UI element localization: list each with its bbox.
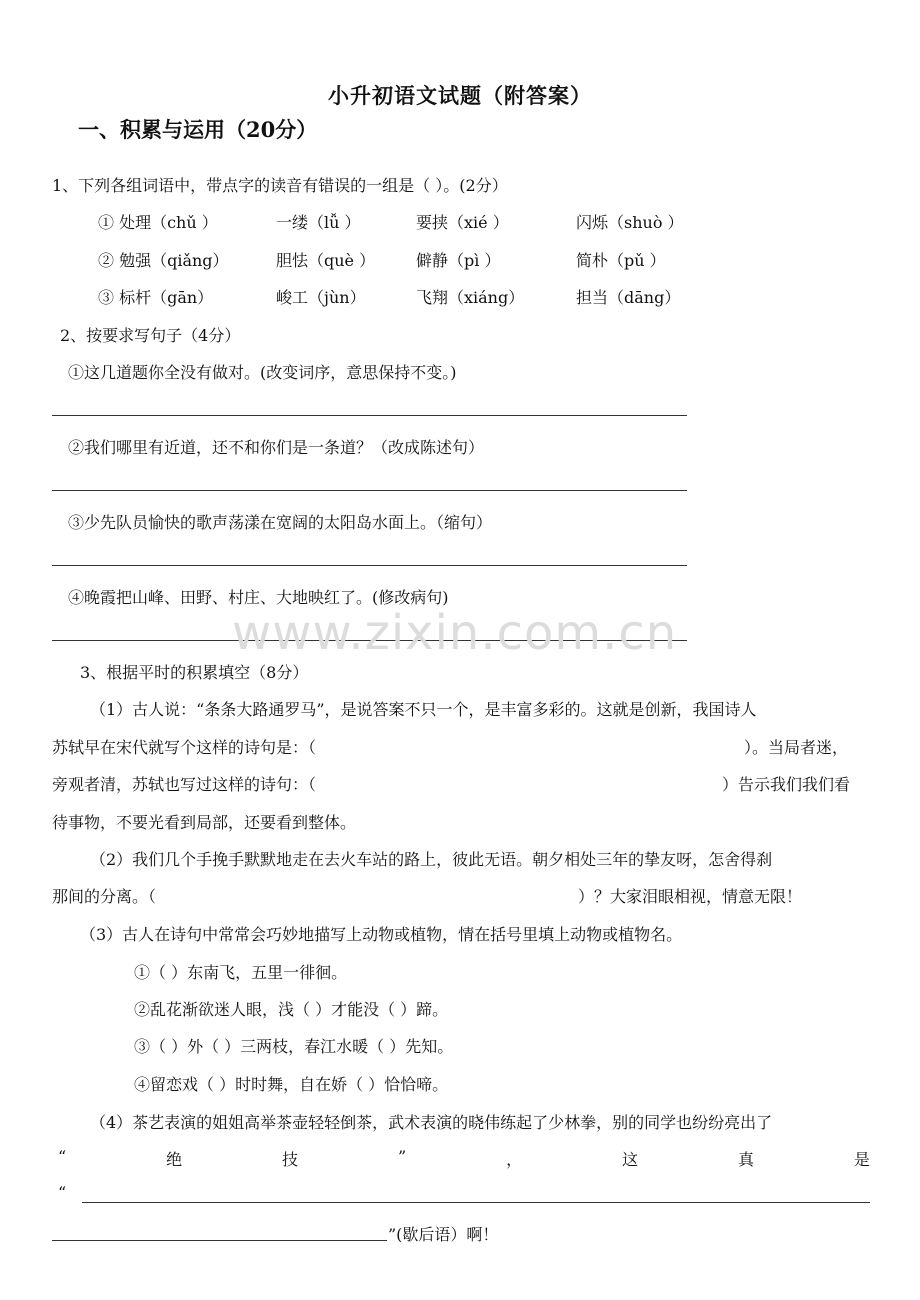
option-3-2: 峻工（jùn） <box>276 288 366 307</box>
answer-line-5[interactable] <box>82 1202 870 1203</box>
watermark: www.zixin.com.cn <box>232 605 678 661</box>
question-1-stem: 1、下列各组词语中，带点字的读音有错误的一组是（ ）。(2分） <box>52 176 508 195</box>
q3-p2-line2-start: 那间的分离。（ <box>52 887 157 906</box>
option-1-4: 闪烁（shuò ） <box>576 213 684 232</box>
q3-p1-line1: （1）古人说：“条条大路通罗马”，是说答案不只一个，是丰富多彩的。这就是创新，我国诗人 <box>90 700 757 719</box>
page-title: 小升初语文试题（附答案） <box>328 83 592 108</box>
option-1-2: 一缕（lǚ ） <box>276 213 361 232</box>
option-2-2: 胆怯（què ） <box>276 251 376 270</box>
answer-line-6[interactable] <box>52 1240 387 1241</box>
option-3-3: 飞翔（xiáng） <box>416 288 525 307</box>
q2-item-2: ②我们哪里有近道，还不和你们是一条道？（改成陈述句） <box>68 438 485 457</box>
q2-item-1: ①这几道题你全没有做对。(改变词序，意思保持不变。) <box>68 363 457 382</box>
q3-p3-item-3: ③（ ）外（ ）三两枝，春江水暖（ ）先知。 <box>134 1037 454 1056</box>
option-1-3: 要挟（xié ） <box>416 213 509 232</box>
option-3-1: ③ 标杆（gān） <box>98 288 214 307</box>
q3-p4-char: ， <box>506 1150 523 1169</box>
q3-p4-char: 真 <box>737 1150 754 1169</box>
option-1-1: ① 处理（chǔ ） <box>98 213 218 232</box>
q3-p1-line3-end: ）告示我们我们看 <box>722 775 851 794</box>
question-3-stem: 3、根据平时的积累填空（8分） <box>80 663 309 682</box>
question-2-stem: 2、按要求写句子（4分） <box>60 326 241 345</box>
option-2-1: ② 勉强（qiǎng） <box>98 251 229 270</box>
option-3-4: 担当（dāng） <box>576 288 681 307</box>
q3-p4-char: “ <box>58 1147 67 1166</box>
q3-p4-char: 技 <box>282 1150 299 1169</box>
q3-p4-char: 是 <box>853 1150 870 1169</box>
q3-p4-char: 这 <box>622 1150 639 1169</box>
q3-p4-char: ” <box>397 1147 407 1166</box>
q3-p1-line3-start: 旁观者清，苏轼也写过这样的诗句：（ <box>52 775 317 794</box>
q3-p3-item-4: ④留恋戏（ ）时时舞，自在娇（ ）恰恰啼。 <box>134 1075 449 1094</box>
q3-p4-line2 <box>58 1147 870 1170</box>
q2-item-3: ③少先队员愉快的歌声荡漾在宽阔的太阳岛水面上。（缩句） <box>68 513 493 532</box>
q3-p2-line2-end: ）？大家泪眼相视，情意无限！ <box>578 887 803 906</box>
option-2-4: 简朴（pǔ ） <box>576 251 666 270</box>
q3-p2-line1: （2）我们几个手挽手默默地走在去火车站的路上，彼此无语。朝夕相处三年的挚友呀，怎舍得刹 <box>90 850 773 869</box>
q3-p3-item-2: ②乱花渐欲迷人眼，浅（ ）才能没（ ）蹄。 <box>134 1000 449 1019</box>
q3-p1-line4: 待事物，不要光看到局部，还要看到整体。 <box>52 813 357 832</box>
q3-p3-item-1: ①（ ）东南飞，五里一徘徊。 <box>134 963 348 982</box>
q3-p4-line1: （4）茶艺表演的姐姐高举茶壶轻轻倒茶，武术表演的晓伟练起了少林拳，别的同学也纷纷亮出了 <box>90 1113 773 1132</box>
answer-line-2[interactable] <box>52 490 687 491</box>
section-heading: 一、积累与运用（20分） <box>78 117 318 142</box>
q3-p4-line3-quote: “ <box>58 1183 67 1202</box>
answer-line-1[interactable] <box>52 415 687 416</box>
q3-p4-char: 绝 <box>166 1150 183 1169</box>
answer-line-3[interactable] <box>52 565 687 566</box>
q3-p1-line2-end: ）。当局者迷， <box>744 738 849 757</box>
q3-p1-line2-start: 苏轼早在宋代就写个这样的诗句是：（ <box>52 738 317 757</box>
q3-p3-stem: （3）古人在诗句中常常会巧妙地描写上动物或植物，情在括号里填上动物或植物名。 <box>80 925 683 944</box>
option-2-3: 僻静（pì ） <box>416 251 501 270</box>
q3-p4-line4: ”(歇后语）啊！ <box>388 1225 499 1244</box>
q2-item-4: ④晚霞把山峰、田野、村庄、大地映红了。(修改病句) <box>68 588 449 607</box>
